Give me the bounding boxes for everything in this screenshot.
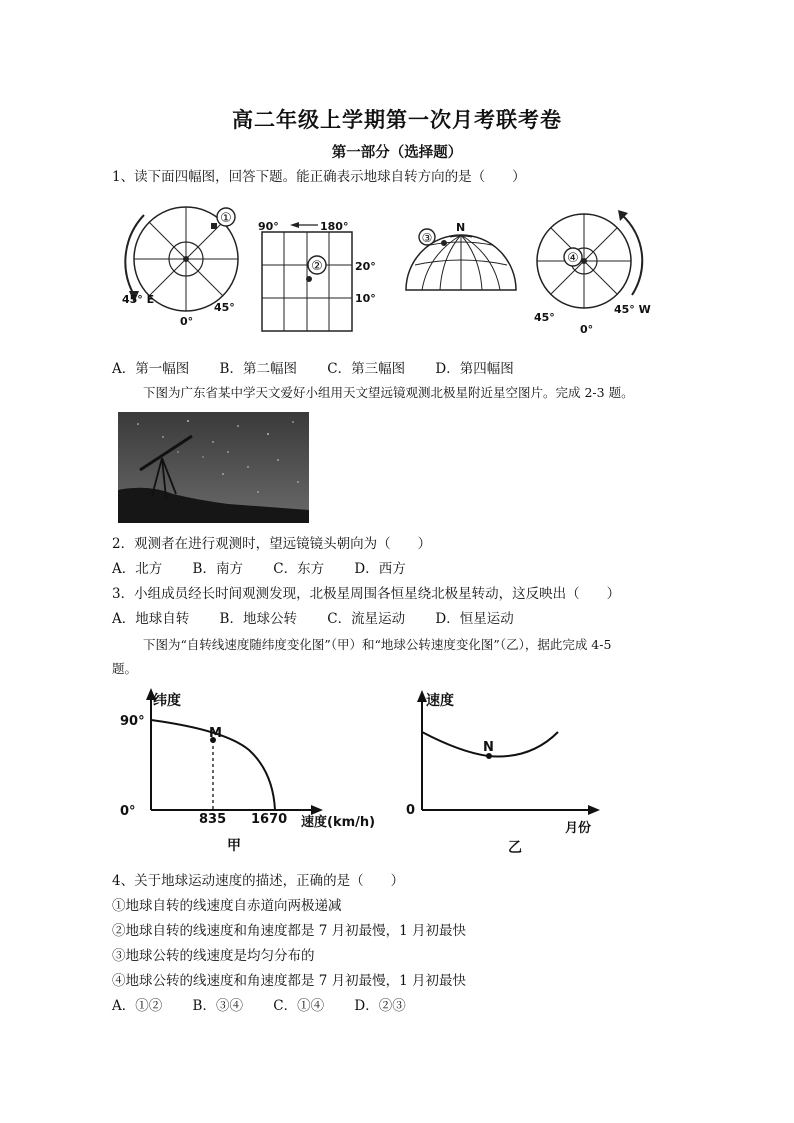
fig4-marker: ④ (567, 251, 579, 266)
q3-choice-b[interactable]: B．地球公转 (219, 611, 297, 627)
intro-4-5-line1: 下图为“自转线速度随纬度变化图”（甲）和“地球公转速度变化图”（乙），据此完成 4-5 (143, 637, 612, 652)
q4-choice-a[interactable]: A．①② (112, 998, 163, 1014)
section-title: 第一部分（选择题） (331, 144, 463, 161)
fig4-label-right: 45° W (614, 303, 651, 316)
fig3-label-n: N (456, 221, 466, 234)
fig2-label-right: 180° (320, 220, 349, 233)
q1-choice-b[interactable]: B．第二幅图 (219, 361, 297, 377)
q2-choice-d[interactable]: D．西方 (354, 561, 406, 577)
q2-choices (112, 557, 432, 577)
q1-choice-a[interactable]: A．第一幅图 (112, 361, 190, 377)
jia-caption: 甲 (227, 838, 241, 854)
exam-title: 高二年级上学期第一次月考联考卷 (232, 107, 562, 132)
fig4-label-bottom: 0° (580, 323, 594, 336)
yi-point-label: N (483, 740, 494, 755)
yi-x-zero: 0 (406, 803, 416, 818)
figure-3 (406, 221, 516, 290)
fig2-lat-20: 20° (355, 260, 376, 273)
yi-caption: 乙 (508, 840, 522, 855)
fig1-marker: ① (220, 211, 232, 226)
jia-y-top: 90° (120, 714, 145, 729)
q4-choices (112, 994, 432, 1014)
jia-y-zero: 0° (120, 804, 136, 819)
intro-4-5-line2: 题。 (112, 661, 138, 676)
chart-yi (400, 680, 610, 855)
q2-choice-b[interactable]: B．南方 (192, 561, 243, 577)
q3-choice-a[interactable]: A．地球自转 (112, 611, 190, 627)
yi-ylabel: 速度 (426, 693, 454, 709)
fig2-marker: ② (311, 259, 323, 274)
jia-x-end: 1670 (251, 812, 288, 827)
fig1-label-bottom: 0° (180, 315, 194, 328)
q1-figures (110, 195, 670, 345)
q3-stem: 3．小组成员经长时间观测发现，北极星周围各恒星绕北极星转动，这反映出（ ） (112, 586, 621, 602)
q4-stem: 4、关于地球运动速度的描述，正确的是（ ） (112, 873, 405, 889)
q1-choice-d[interactable]: D．第四幅图 (435, 361, 514, 377)
intro-2-3: 下图为广东省某中学天文爱好小组用天文望远镜观测北极星附近星空图片。完成 2-3 题。 (143, 385, 634, 400)
q1-choice-c[interactable]: C．第三幅图 (327, 361, 406, 377)
fig1-label-right: 45° (214, 301, 235, 314)
q4-choice-c[interactable]: C．①④ (273, 998, 325, 1014)
jia-xlabel: 速度(km/h) (301, 815, 376, 830)
q2-stem: 2．观测者在进行观测时，望远镜镜头朝向为（ ） (112, 536, 432, 552)
figure-1 (122, 207, 238, 328)
jia-ylabel: 纬度 (153, 693, 181, 709)
q4-choice-d[interactable]: D．②③ (354, 998, 406, 1014)
yi-xlabel: 月份 (565, 821, 592, 836)
q4-statement-2: ②地球自转的线速度和角速度都是 7 月初最慢，1 月初最快 (112, 923, 467, 939)
fig4-label-left: 45° (534, 311, 555, 324)
q2-choice-a[interactable]: A．北方 (112, 561, 163, 577)
chart-jia (115, 680, 425, 855)
q2-choice-c[interactable]: C．东方 (273, 561, 325, 577)
telescope-photo (118, 412, 309, 523)
figure-4 (534, 210, 651, 336)
q4-statement-3: ③地球公转的线速度是均匀分布的 (112, 948, 315, 964)
q4-statement-1: ①地球自转的线速度自赤道向两极递减 (112, 898, 342, 914)
fig2-label-left: 90° (258, 220, 279, 233)
q4-statement-4: ④地球公转的线速度和角速度都是 7 月初最慢，1 月初最快 (112, 973, 467, 989)
jia-point-label: M (209, 726, 222, 741)
fig3-marker: ③ (421, 231, 433, 245)
q3-choices (112, 607, 540, 627)
q4-choice-b[interactable]: B．③④ (192, 998, 243, 1014)
q1-choices (112, 357, 540, 377)
q3-choice-c[interactable]: C．流星运动 (327, 611, 406, 627)
fig2-lat-10: 10° (355, 292, 376, 305)
figure-2 (258, 220, 376, 331)
q1-stem: 1、读下面四幅图，回答下题。能正确表示地球自转方向的是（ ） (112, 169, 526, 185)
jia-x-mid: 835 (199, 812, 227, 827)
q3-choice-d[interactable]: D．恒星运动 (435, 611, 514, 627)
fig1-label-left: 45° E (122, 293, 155, 306)
